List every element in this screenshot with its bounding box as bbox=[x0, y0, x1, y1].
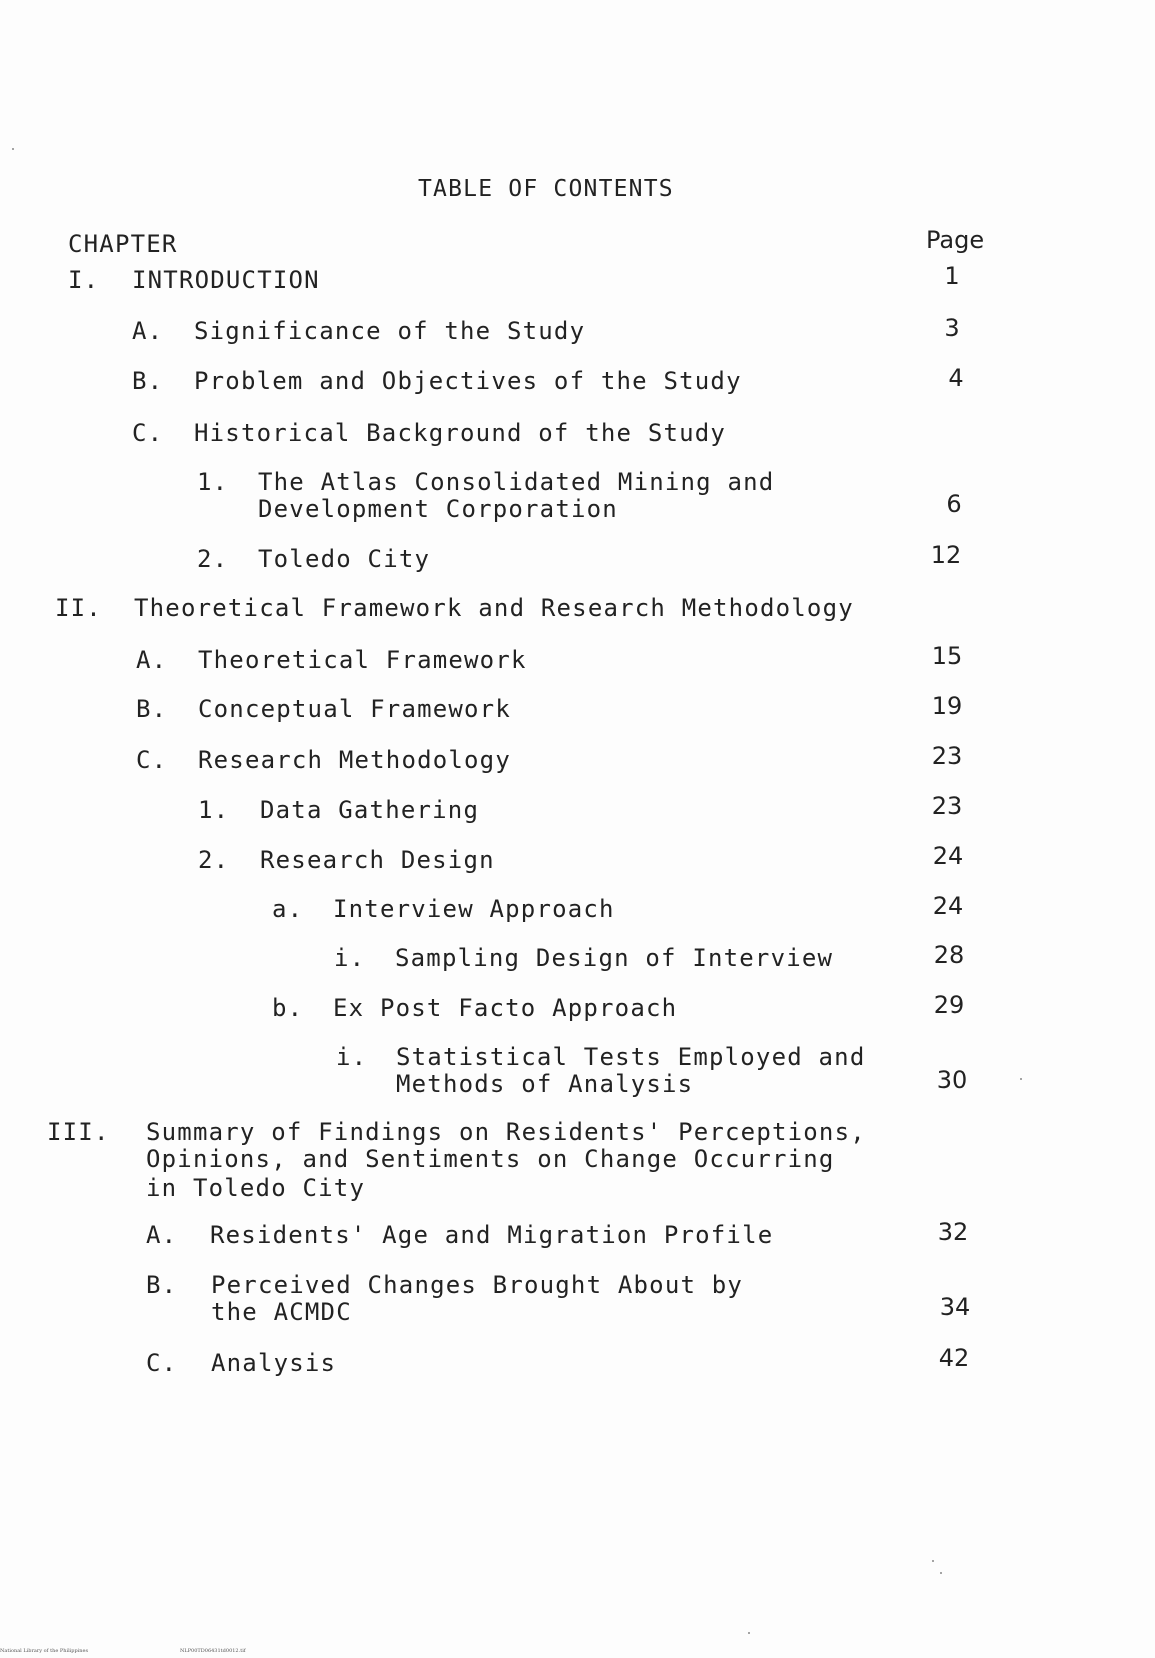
toc-page-number: 15 bbox=[931, 642, 963, 670]
toc-entry-text: Summary of Findings on Residents' Perceptions, bbox=[146, 1118, 866, 1146]
toc-page-number: 30 bbox=[936, 1066, 968, 1094]
toc-marker: A. bbox=[146, 1221, 178, 1249]
toc-page-number: 29 bbox=[933, 991, 965, 1019]
toc-entry-text-continued: Methods of Analysis bbox=[396, 1070, 694, 1098]
toc-marker: C. bbox=[146, 1349, 178, 1377]
toc-entry-text: Historical Background of the Study bbox=[194, 419, 727, 447]
toc-entry-text: Data Gathering bbox=[260, 796, 480, 824]
toc-entry-text: Toledo City bbox=[258, 545, 431, 573]
toc-marker: i. bbox=[334, 944, 366, 972]
toc-marker: I. bbox=[68, 266, 100, 294]
toc-page-number: 6 bbox=[946, 490, 962, 518]
scan-speck bbox=[932, 1560, 934, 1562]
toc-marker: C. bbox=[136, 746, 168, 774]
footer-file-id: NLP00TD06431td0012.tif bbox=[180, 1648, 246, 1654]
footer-library-credit: National Library of the Philippines bbox=[0, 1648, 89, 1654]
toc-page-number: 24 bbox=[932, 842, 964, 870]
toc-marker: B. bbox=[136, 695, 168, 723]
toc-entry-text: INTRODUCTION bbox=[132, 266, 320, 294]
scan-speck bbox=[1020, 1078, 1022, 1080]
toc-page-number: 4 bbox=[948, 364, 964, 392]
toc-page-number: 3 bbox=[944, 314, 960, 342]
toc-page-number: 34 bbox=[939, 1293, 971, 1321]
toc-marker: C. bbox=[132, 419, 164, 447]
toc-entry-text: Theoretical Framework bbox=[198, 646, 527, 674]
scan-speck bbox=[940, 1572, 942, 1574]
toc-marker: II. bbox=[55, 594, 102, 622]
toc-entry-text: Residents' Age and Migration Profile bbox=[210, 1221, 774, 1249]
toc-page-number: 23 bbox=[931, 742, 963, 770]
page-column-heading: Page bbox=[926, 226, 985, 254]
toc-entry-text: Statistical Tests Employed and bbox=[396, 1043, 866, 1071]
toc-entry-text: Conceptual Framework bbox=[198, 695, 511, 723]
toc-marker: i. bbox=[336, 1043, 368, 1071]
toc-entry-text: Perceived Changes Brought About by bbox=[211, 1271, 744, 1299]
chapter-column-heading: CHAPTER bbox=[68, 230, 178, 258]
toc-entry-text: Theoretical Framework and Research Methodology bbox=[134, 594, 854, 622]
toc-entry-text-continued: Development Corporation bbox=[258, 495, 618, 523]
toc-marker: 2. bbox=[198, 846, 230, 874]
toc-entry-text: Sampling Design of Interview bbox=[395, 944, 834, 972]
toc-entry-text: Research Design bbox=[260, 846, 495, 874]
toc-marker: III. bbox=[47, 1118, 110, 1146]
toc-entry-text: Problem and Objectives of the Study bbox=[194, 367, 742, 395]
toc-entry-text: Ex Post Facto Approach bbox=[333, 994, 678, 1022]
toc-marker: a. bbox=[272, 895, 304, 923]
toc-entry-text-continued: in Toledo City bbox=[146, 1174, 366, 1202]
toc-page-number: 28 bbox=[933, 941, 965, 969]
toc-marker: B. bbox=[132, 367, 164, 395]
toc-entry-text: Interview Approach bbox=[333, 895, 615, 923]
toc-page-number: 42 bbox=[938, 1344, 970, 1372]
toc-entry-text-continued: Opinions, and Sentiments on Change Occurring bbox=[146, 1145, 835, 1173]
toc-page-number: 24 bbox=[932, 892, 964, 920]
toc-marker: 1. bbox=[198, 796, 230, 824]
toc-marker: B. bbox=[146, 1271, 178, 1299]
scan-speck bbox=[12, 148, 14, 150]
scan-speck bbox=[748, 1632, 750, 1634]
toc-page-number: 1 bbox=[944, 262, 960, 290]
page-title: TABLE OF CONTENTS bbox=[418, 176, 674, 202]
toc-page-number: 12 bbox=[930, 541, 962, 569]
toc-marker: b. bbox=[272, 994, 304, 1022]
toc-marker: A. bbox=[136, 646, 168, 674]
toc-page-number: 19 bbox=[931, 692, 963, 720]
toc-marker: A. bbox=[132, 317, 164, 345]
toc-entry-text: Research Methodology bbox=[198, 746, 511, 774]
toc-marker: 2. bbox=[197, 545, 229, 573]
toc-entry-text: The Atlas Consolidated Mining and bbox=[258, 468, 775, 496]
toc-page-number: 32 bbox=[937, 1218, 969, 1246]
toc-entry-text: Significance of the Study bbox=[194, 317, 586, 345]
toc-page-number: 23 bbox=[931, 792, 963, 820]
toc-entry-text-continued: the ACMDC bbox=[211, 1298, 352, 1326]
toc-entry-text: Analysis bbox=[211, 1349, 337, 1377]
toc-marker: 1. bbox=[197, 468, 229, 496]
